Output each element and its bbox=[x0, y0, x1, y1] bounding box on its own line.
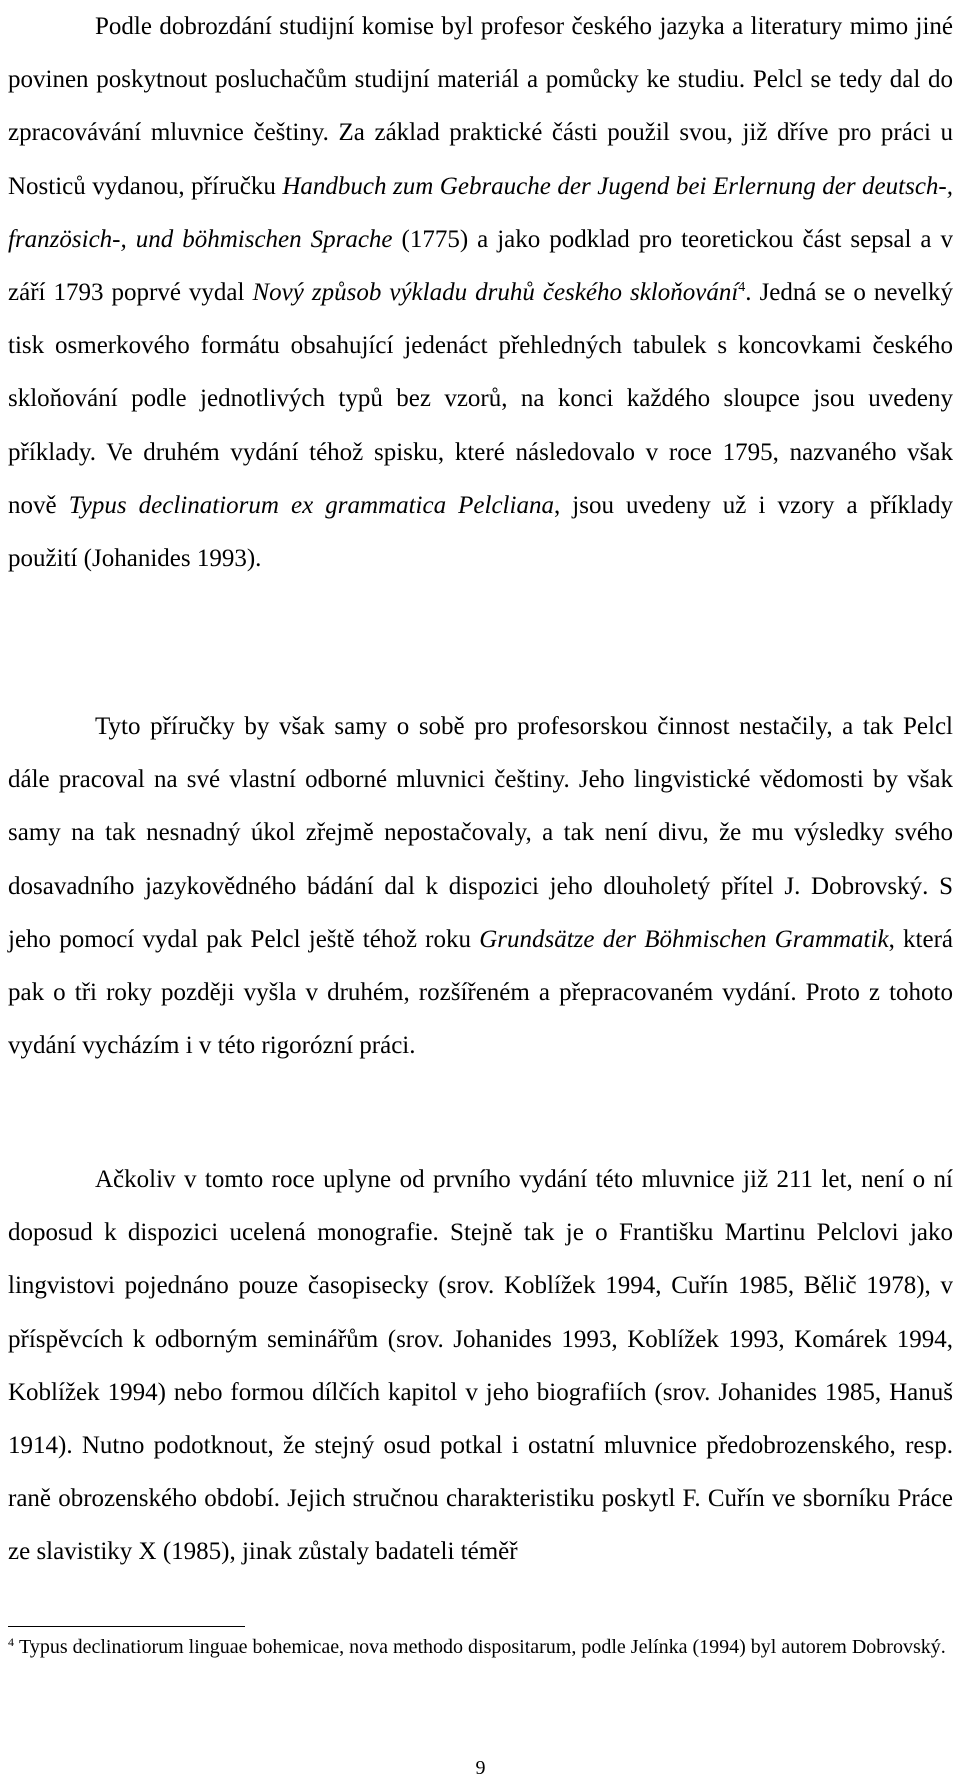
italic-title: Grundsätze der Böhmischen Grammatik bbox=[479, 925, 889, 953]
paragraph-2 bbox=[8, 700, 953, 1072]
footnote-number: 4 bbox=[8, 1635, 14, 1649]
footnote-text: Typus declinatiorum linguae bohemicae, nova methodo dispositarum, podle Jelínka (1994) byl autorem Dobrovský. bbox=[19, 1636, 946, 1658]
paragraph-text: , jsou uvedeny už i vzory a příklady použití (Johanides 1993). bbox=[8, 491, 953, 573]
paragraph-text: Podle dobrozdání studijní komise byl profesor českého jazyka a literatury mimo jiné povinen poskytnout posluchačům studijní materiál a pomůcky ke studiu. Pelcl se tedy dal do zpracovávání mluvnice češtiny. Za základ praktické části použil svou, již dříve pro práci u Nosticů vydanou, příručku bbox=[8, 13, 953, 200]
italic-title: Nový způsob výkladu druhů českého skloňování bbox=[252, 279, 739, 307]
paragraph-text: (1775) a jako podklad pro teoretickou část sepsal a v září 1793 poprvé vydal bbox=[8, 225, 954, 307]
paragraph-text: Ačkoliv v tomto roce uplyne od prvního vydání této mluvnice již 211 let, není o ní doposud k dispozici ucelená monografie. Stejně tak je o Františku Martinu Pelclovi jako lingvistovi pojednáno pouze časopisecky (srov. Koblížek 1994, Cuřín 1985, Bělič 1978), v příspěvcích k odborným seminářům (srov. Johanides 1993, Koblížek 1993, Komárek 1994, Koblížek 1994) nebo formou dílčích kapitol v jeho biografiích (srov. Johanides 1985, Hanuš 1914). Nutno podotknout, že stejný osud potkal i ostatní mluvnice předobrozenského, resp. raně obrozenského období. Jejich stručnou charakteristiku poskytl F. Cuřín ve sborníku Práce ze slavistiky X (1985), jinak zůstaly badateli téměř bbox=[8, 1166, 953, 1566]
page-number: 9 bbox=[475, 1757, 486, 1779]
italic-title: Typus declinatiorum ex grammatica Pelcliana bbox=[68, 491, 554, 519]
paragraph-1 bbox=[8, 0, 953, 585]
italic-title: Handbuch zum Gebrauche der Jugend bei Erlernung der deutsch-, französich-, und böhmischen Sprache bbox=[8, 172, 954, 253]
paragraph-3 bbox=[8, 1153, 953, 1579]
paragraph-text: . Jedná se o nevelký tisk osmerkového formátu obsahující jedenáct přehledných tabulek s koncovkami českého skloňování podle jednotlivých typů bez vzorů, na konci každého sloupce jsou uvedeny příklady. Ve druhém vydání téhož spisku, které následovalo v roce 1795, nazvaného však nově bbox=[8, 279, 953, 519]
footnote-reference: 4 bbox=[738, 280, 746, 296]
footnote bbox=[8, 1634, 953, 1661]
paragraph-text: Tyto příručky by však samy o sobě pro profesorskou činnost nestačily, a tak Pelcl dále pracoval na své vlastní odborné mluvnici češtiny. Jeho lingvistické vědomosti by však samy na tak nesnadný úkol zřejmě nepostačovaly, a tak není divu, že mu výsledky svého dosavadního jazykovědného bádání dal k dispozici jeho dlouholetý přítel J. Dobrovský. S jeho pomocí vydal pak Pelcl ještě téhož roku bbox=[8, 713, 953, 953]
footnote-separator bbox=[8, 1626, 245, 1627]
paragraph-text: , která pak o tři roky později vyšla v druhém, rozšířeném a přepracovaném vydání. Proto z tohoto vydání vycházím i v této rigorózní práci. bbox=[8, 925, 953, 1060]
